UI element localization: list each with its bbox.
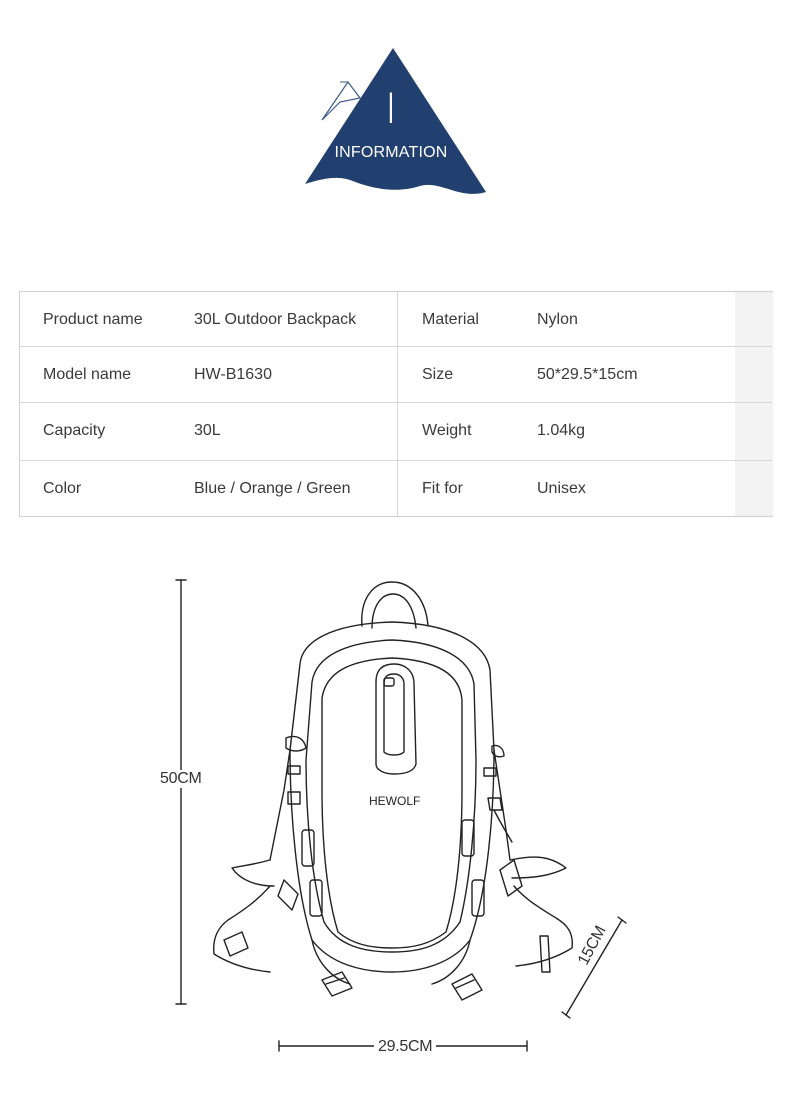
weight-value: 1.04kg bbox=[537, 422, 586, 439]
model-name-value: HW-B1630 bbox=[194, 366, 272, 383]
backpack-dimension-drawing bbox=[0, 560, 790, 1080]
capacity-label: Capacity bbox=[43, 422, 106, 439]
spec-table bbox=[19, 291, 773, 517]
material-value: Nylon bbox=[537, 311, 578, 328]
badge-label: INFORMATION bbox=[334, 144, 448, 161]
information-badge bbox=[300, 40, 500, 210]
backpack-illustration bbox=[0, 560, 790, 1080]
size-value: 50*29.5*15cm bbox=[537, 366, 638, 383]
fit-for-label: Fit for bbox=[422, 480, 463, 497]
table-row bbox=[20, 460, 772, 517]
color-value: Blue / Orange / Green bbox=[194, 480, 351, 497]
depth-dimension-label: 15CM bbox=[575, 923, 610, 968]
material-label: Material bbox=[422, 311, 479, 328]
size-label: Size bbox=[422, 366, 454, 383]
width-dimension-label: 29.5CM bbox=[374, 1038, 436, 1056]
model-name-label: Model name bbox=[43, 366, 132, 383]
capacity-value: 30L bbox=[194, 422, 221, 439]
table-row bbox=[20, 346, 772, 403]
table-row bbox=[20, 292, 772, 348]
table-row bbox=[20, 402, 772, 459]
fit-for-value: Unisex bbox=[537, 480, 586, 497]
weight-label: Weight bbox=[422, 422, 472, 439]
color-label: Color bbox=[43, 480, 82, 497]
brand-logo-text: HEWOLF bbox=[369, 794, 421, 808]
height-dimension-label: 50CM bbox=[160, 770, 202, 787]
badge-letter: I bbox=[384, 84, 398, 133]
product-name-value: 30L Outdoor Backpack bbox=[194, 311, 357, 328]
product-name-label: Product name bbox=[43, 311, 143, 328]
